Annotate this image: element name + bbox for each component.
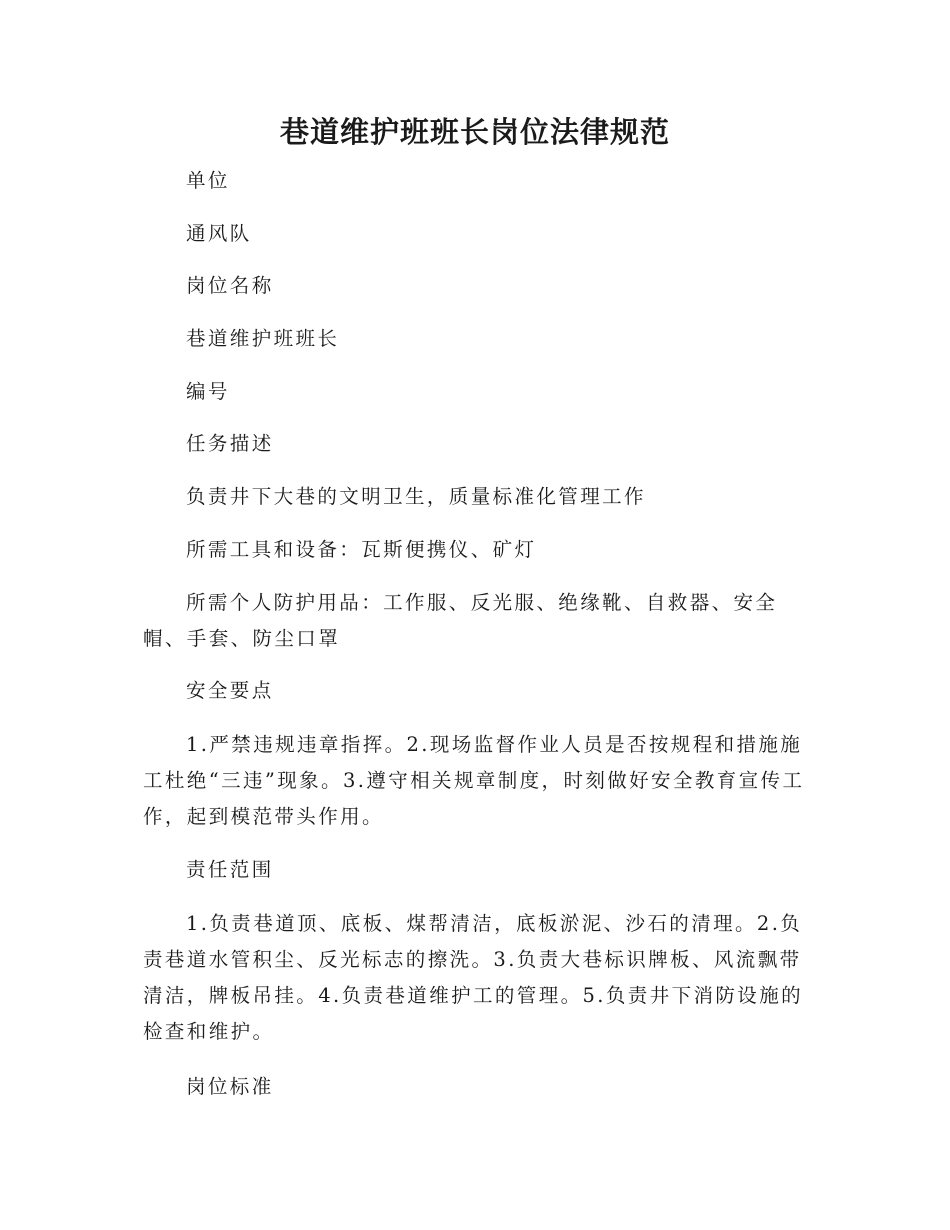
paragraph-position-value: 巷道维护班班长 (186, 327, 340, 350)
paragraph-unit-value: 通风队 (186, 222, 252, 245)
paragraph-number-label: 编号 (186, 380, 230, 403)
document-title: 巷道维护班班长岗位法律规范 (279, 115, 670, 149)
paragraph-safety-points: 1.严禁违规违章指挥。2.现场监督作业人员是否按规程和措施施工杜绝“三违”现象。3.遵守相关规章制度，时刻做好安全教育宣传工作，起到模范带头作用。 (143, 733, 805, 828)
paragraph-safety-label: 安全要点 (186, 679, 274, 702)
paragraph-scope-items: 1.负责巷道顶、底板、煤帮清洁，底板淤泥、沙石的清理。2.负责巷道水管积尘、反光标志的擦洗。3.负责大巷标识牌板、风流飘带清洁，牌板吊挂。4.负责巷道维护工的管理。5.负责井下消防设施的检查和维护。 (143, 912, 804, 1043)
paragraph-position-label: 岗位名称 (186, 274, 274, 297)
paragraph-tools: 所需工具和设备：瓦斯便携仪、矿灯 (186, 538, 537, 561)
paragraph-task-description: 负责井下大巷的文明卫生，质量标准化管理工作 (186, 485, 646, 508)
paragraph-task-label: 任务描述 (186, 432, 274, 455)
paragraph-unit-label: 单位 (186, 169, 230, 192)
paragraph-protective-equipment: 所需个人防护用品：工作服、反光服、绝缘靴、自救器、安全帽、手套、防尘口罩 (143, 591, 778, 650)
paragraph-scope-label: 责任范围 (186, 858, 274, 881)
paragraph-standard-label: 岗位标准 (186, 1075, 274, 1098)
